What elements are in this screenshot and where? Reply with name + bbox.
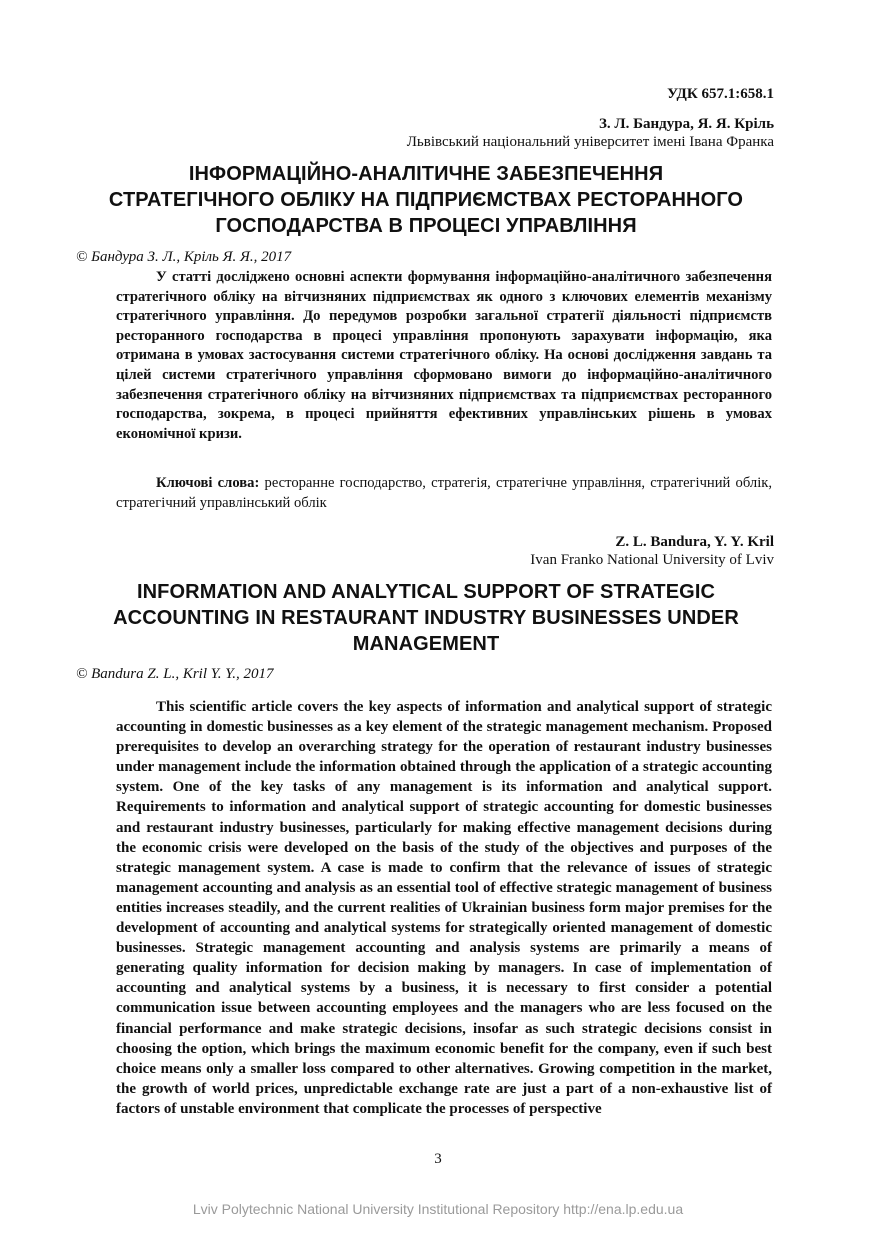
title-uk-line-3: ГОСПОДАРСТВА В ПРОЦЕСІ УПРАВЛІННЯ — [215, 215, 637, 237]
abstract-uk: У статті досліджено основні аспекти формування інформаційно-аналітичного забезпечення стратегічного обліку на вітчизняних підприємствах як одного з ключових елементів механізму стратегічного управління. До передумов розробки загальної стратегії діяльності підприємств ресторанного господарства в процесі управління пропонують зарахувати інформацію, яка отримана в умовах застосування системи стратегічного обліку. На основі дослідження завдань та цілей системи стратегічного управління сформовано вимоги до інформаційно-аналітичного забезпечення стратегічного обліку на вітчизняних підприємствах та підприємствах ресторанного господарства, зокрема, в процесі прийняття ефективних управлінських рішень в умовах економічної кризи. — [116, 269, 772, 442]
keywords-uk-text: ресторанне господарство, стратегія, стратегічне управління, стратегічний облік, стратегічний управлінський облік — [116, 475, 772, 511]
udk-code: УДК 657.1:658.1 — [667, 86, 774, 102]
page-number: 3 — [434, 1151, 442, 1167]
keywords-uk-label: Ключові слова: — [156, 475, 260, 491]
title-en-line-1: INFORMATION AND ANALYTICAL SUPPORT OF STRATEGIC — [136, 581, 716, 603]
keywords-uk — [116, 473, 772, 513]
authors-en: Z. L. Bandura, Y. Y. Kril — [615, 534, 774, 550]
affiliation-uk: Львівський національний університет імені Івана Франка — [406, 134, 774, 150]
title-uk — [76, 161, 776, 239]
copyright-en: © Bandura Z. L., Kril Y. Y., 2017 — [76, 666, 274, 682]
copyright-uk: © Бандура З. Л., Кріль Я. Я., 2017 — [76, 249, 292, 265]
title-uk-line-1: ІНФОРМАЦІЙНО-АНАЛІТИЧНЕ ЗАБЕЗПЕЧЕННЯ — [188, 163, 664, 185]
title-uk-line-2: СТРАТЕГІЧНОГО ОБЛІКУ НА ПІДПРИЄМСТВАХ РЕСТОРАННОГО — [108, 189, 744, 211]
title-en-line-3: MANAGEMENT — [352, 633, 500, 655]
abstract-en: This scientific article covers the key aspects of information and analytical support of strategic accounting in domestic businesses as a key element of the strategic management mechanism. Proposed prerequisites to develop an overarching strategy for the operation of restaurant industry businesses under management include the information obtained through the application of a strategic accounting system. One of the key tasks of any management is its information and analytical support. Requirements to information and analytical support of strategic accounting for domestic businesses and restaurant industry businesses, particularly for making effective management decisions during the economic crisis were developed on the basis of the study of the objectives and purposes of the strategic management system. A case is made to confirm that the relevance of issues of strategic management accounting and analysis as an essential tool of effective strategic management of business entities increases steadily, and the current realities of Ukrainian business form major premises for the development of accounting and analytical systems for strategically oriented management of domestic businesses. Strategic management accounting and analysis systems are primarily a means of generating quality information for decision making by managers. In case of implementation of accounting and analytical systems by a business, it is necessary to first consider a potential communication issue between accounting employees and the managers who are less focused on the financial performance and make strategic decisions, insofar as such strategic decisions consist in choosing the option, which brings the maximum economic benefit for the company, even if such best choice means only a smaller loss compared to other alternatives. Growing competition in the market, the growth of world prices, unpredictable exchange rate are just a part of a non-exhaustive list of factors of unstable environment that complicate the processes of perspective — [116, 699, 772, 1117]
affiliation-en: Ivan Franko National University of Lviv — [530, 552, 774, 568]
authors-uk: З. Л. Бандура, Я. Я. Кріль — [599, 116, 774, 132]
title-en — [76, 579, 776, 657]
repository-footer[interactable]: Lviv Polytechnic National University Institutional Repository http://ena.lp.edu.ua — [192, 1201, 684, 1217]
title-en-line-2: ACCOUNTING IN RESTAURANT INDUSTRY BUSINESSES UNDER — [113, 607, 739, 629]
